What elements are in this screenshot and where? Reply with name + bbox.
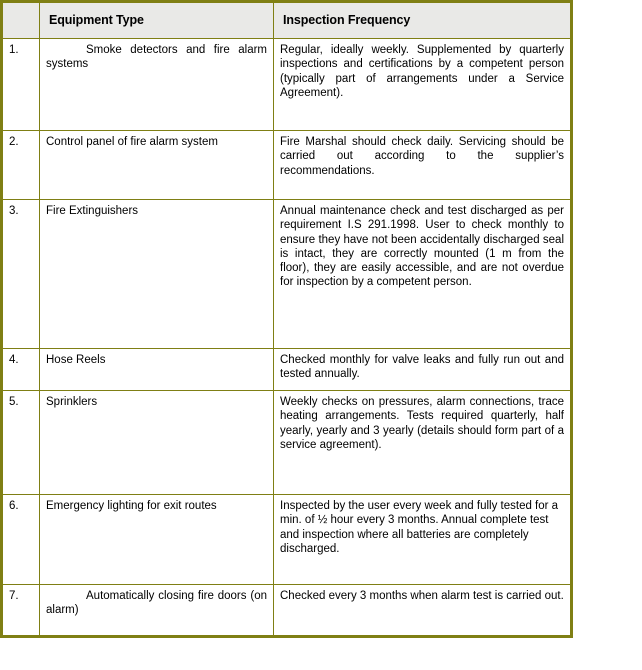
row-inspection-frequency: Weekly checks on pressures, alarm connections, trace heating arrangements. Tests required quarterly, half yearly, yearly and 3 yearly (details should form part of a service agreement).	[274, 391, 572, 495]
column-header-number	[2, 2, 40, 39]
row-equipment-type: Control panel of fire alarm system	[40, 131, 274, 200]
row-inspection-frequency: Fire Marshal should check daily. Servicing should be carried out according to the supplier’s recommendations.	[274, 131, 572, 200]
table-row	[2, 39, 572, 131]
row-equipment-type: Hose Reels	[40, 349, 274, 391]
table-row	[2, 495, 572, 585]
row-inspection-frequency: Checked monthly for valve leaks and fully run out and tested annually.	[274, 349, 572, 391]
row-equipment-type: Smoke detectors and fire alarm systems	[40, 39, 274, 131]
row-equipment-type: Fire Extinguishers	[40, 200, 274, 349]
table-row	[2, 585, 572, 637]
row-number: 5.	[2, 391, 40, 495]
table-row	[2, 131, 572, 200]
row-equipment-type: Automatically closing fire doors (on alarm)	[40, 585, 274, 637]
table-header-row	[2, 2, 572, 39]
row-inspection-frequency: Checked every 3 months when alarm test is carried out.	[274, 585, 572, 637]
column-header-inspection-frequency: Inspection Frequency	[274, 2, 572, 39]
row-number: 3.	[2, 200, 40, 349]
row-number: 7.	[2, 585, 40, 637]
table-row	[2, 200, 572, 349]
row-number: 2.	[2, 131, 40, 200]
table-row	[2, 391, 572, 495]
table-row	[2, 349, 572, 391]
row-inspection-frequency: Regular, ideally weekly. Supplemented by quarterly inspections and certifications by a competent person (typically part of arrangements under a Service Agreement).	[274, 39, 572, 131]
column-header-equipment-type: Equipment Type	[40, 2, 274, 39]
row-inspection-frequency: Inspected by the user every week and fully tested for a min. of ½ hour every 3 months. Annual complete test and inspection where all batteries are completely discharged.	[274, 495, 572, 585]
row-number: 1.	[2, 39, 40, 131]
row-inspection-frequency: Annual maintenance check and test discharged as per requirement I.S 291.1998. User to check monthly to ensure they have not been accidentally discharged seal is intact, they are correctly mounted (1 m from the floor), they are easily accessible, and are not overdue for inspection by a competent person.	[274, 200, 572, 349]
row-number: 6.	[2, 495, 40, 585]
row-equipment-type: Emergency lighting for exit routes	[40, 495, 274, 585]
row-number: 4.	[2, 349, 40, 391]
row-equipment-type: Sprinklers	[40, 391, 274, 495]
